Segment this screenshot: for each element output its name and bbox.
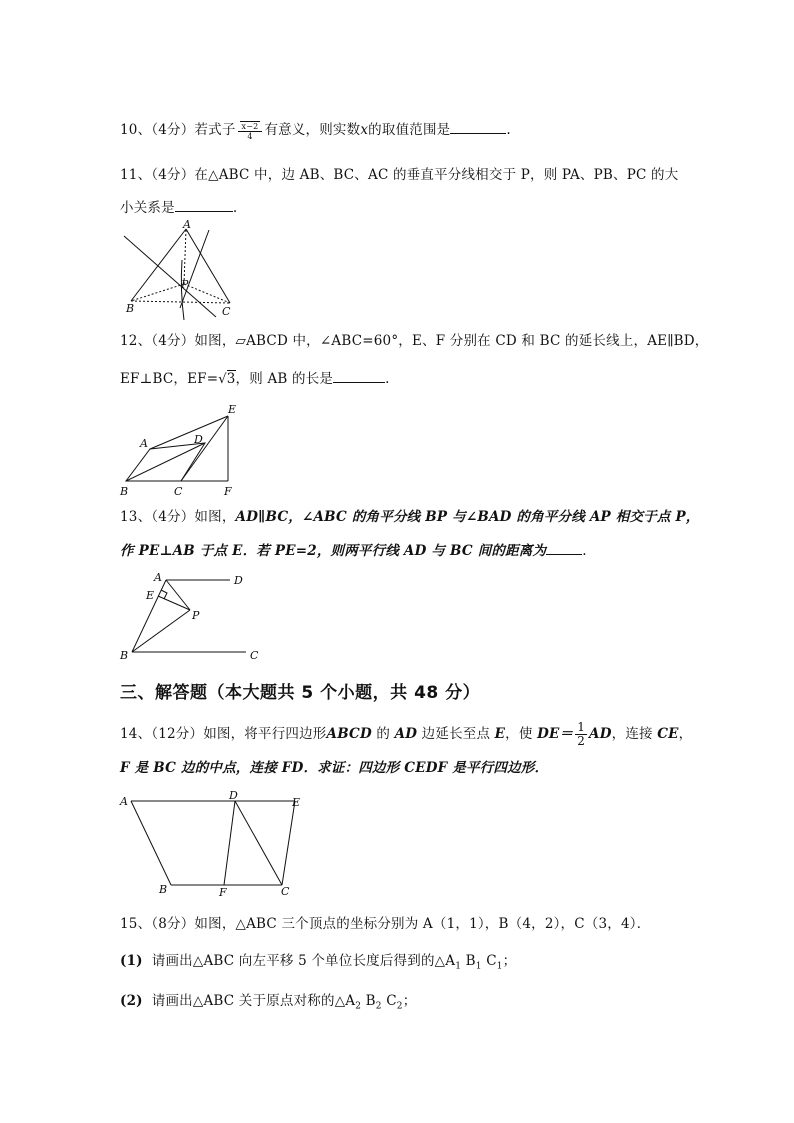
q11-side-ac	[186, 229, 230, 303]
q15-item1-sub3: 1	[496, 961, 503, 972]
q12-label-b: B	[120, 485, 129, 498]
q13-label-b: B	[120, 649, 129, 662]
q14-label-f: F	[219, 886, 227, 899]
q13-seg-bp	[132, 610, 190, 652]
q13-answer-blank[interactable]	[546, 540, 582, 555]
q15-item1-sub1: 1	[455, 961, 462, 972]
q13-label-p: P	[192, 609, 200, 622]
q13-text-line2: 作 PE⊥AB 于点 E．若 PE=2，则两平行线 AD 与 BC 间的距离为	[120, 543, 547, 559]
q11-label-c: C	[222, 305, 231, 318]
q14-fraction	[575, 721, 587, 748]
question-14-line1	[120, 721, 692, 748]
q13-label-c: C	[250, 649, 259, 662]
q13-end: .	[582, 543, 587, 559]
q14-t2: 的	[371, 726, 395, 742]
q15-item2-text: 请画出△ABC 关于原点对称的△A	[151, 993, 356, 1009]
q11-bisector-3	[180, 230, 209, 308]
q12-label-c: C	[174, 485, 183, 498]
q13-label-e: E	[146, 589, 155, 602]
q14-frac-num: 1	[577, 720, 586, 734]
q14-seg-df	[224, 801, 235, 885]
q10-text-post2: 的取值范围是	[368, 122, 451, 138]
q15-item2-b: B	[361, 993, 376, 1009]
q14-ad: AD	[394, 726, 418, 742]
q15-item2-sub2: 2	[375, 1001, 382, 1012]
q15-item2-c: C	[381, 993, 397, 1009]
question-15-item-2	[120, 992, 416, 1016]
question-13-line1	[120, 508, 700, 526]
q14-figure	[118, 788, 313, 898]
q13-text-line1: AD∥BC，∠ABC 的角平分线 BP 与∠BAD 的角平分线 AP 相交于点 P，	[235, 509, 700, 525]
q14-ce: CE	[657, 726, 679, 742]
q14-de: DE	[537, 726, 560, 742]
q14-label-e: E	[292, 796, 301, 809]
q12-answer-blank[interactable]	[333, 368, 385, 383]
q11-side-ab	[131, 229, 186, 301]
q11-answer-blank[interactable]	[175, 197, 233, 212]
q13-label-d: D	[234, 574, 243, 587]
q14-seg-ec	[282, 801, 295, 885]
q14-frac-den: 2	[577, 734, 586, 748]
q15-item1-c: C	[481, 953, 497, 969]
question-10	[120, 119, 511, 141]
q14-t9: ，连接	[611, 726, 658, 742]
q14-e: E	[494, 726, 506, 742]
q11-label-b: B	[126, 302, 135, 315]
q15-item1-text: 请画出△ABC 向左平移 5 个单位长度后得到的△A	[151, 953, 456, 969]
q15-item1-end: ；	[502, 953, 517, 969]
q14-number: 14、（12分）如图，将平行四边形	[120, 726, 327, 742]
question-11-line1: 11、（4分）在△ABC 中，边 AB、BC、AC 的垂直平分线相交于 P，则 PA、PB、PC 的大	[120, 167, 679, 183]
q10-answer-blank[interactable]	[450, 119, 506, 134]
q14-label-a: A	[120, 795, 128, 808]
q13-number: 13、（4分）如图，	[120, 509, 236, 525]
q11-seg-pb	[131, 284, 184, 301]
q15-item2-number: (2)	[120, 993, 143, 1009]
q11-text: 小关系是	[120, 200, 175, 216]
q11-seg-pa	[184, 229, 186, 284]
q13-figure	[118, 568, 268, 663]
q11-figure	[118, 220, 243, 320]
q15-item2-sub3: 2	[396, 1001, 403, 1012]
q11-end: .	[232, 200, 238, 216]
q11-seg-bc	[131, 301, 230, 303]
q10-frac-num: x−2	[241, 121, 259, 131]
q12-text-pre: EF⊥BC，EF=	[120, 371, 219, 387]
q15-item1-sub2: 1	[475, 961, 482, 972]
q14-abcd: ABCD	[326, 726, 372, 742]
q10-text-post: 有意义，则实数	[264, 122, 361, 138]
q12-figure	[118, 400, 248, 500]
q12-label-e: E	[228, 403, 237, 416]
question-15-line1: 15、（8分）如图，△ABC 三个顶点的坐标分别为 A（1，1），B（4，2），C（3，4）．	[120, 916, 651, 932]
q14-t11: ，	[678, 726, 693, 742]
q11-seg-pc	[184, 284, 230, 303]
q14-label-c: C	[281, 885, 290, 898]
q13-seg-pe	[158, 596, 190, 610]
q14-t6: ，使	[505, 726, 538, 742]
question-12-line1: 12、（4分）如图，▱ABCD 中，∠ABC=60°，E、F 分别在 CD 和 BC 的延长线上，AE∥BD，	[120, 333, 709, 349]
q10-text-pre: 若式子	[194, 122, 236, 138]
q11-label-a: A	[183, 218, 191, 231]
q10-end: .	[506, 122, 511, 138]
q12-text-post: ，则 AB 的长是	[235, 371, 334, 387]
q10-frac-den: 4	[247, 131, 253, 141]
q10-fraction	[238, 121, 263, 141]
q14-seg-dc	[235, 801, 282, 885]
question-14-line2: F 是 BC 边的中点，连接 FD．求证：四边形 CEDF 是平行四边形．	[120, 760, 549, 776]
q13-seg-ap	[166, 580, 190, 610]
q14-t4: 边延长至点	[417, 726, 495, 742]
q12-label-a: A	[140, 437, 148, 450]
question-11-line2	[120, 197, 237, 217]
question-12-line2: EF⊥BC，EF=√3，则 AB 的长是 .	[120, 368, 390, 389]
q14-seg-ab	[131, 801, 171, 885]
q12-end: .	[385, 371, 390, 387]
q14-ad2: AD	[589, 726, 612, 742]
q15-item2-end: ；	[402, 993, 417, 1009]
q14-label-d: D	[229, 789, 238, 802]
q14-eq: ＝	[559, 726, 574, 742]
question-13-line2	[120, 540, 587, 560]
q10-var: x	[360, 122, 369, 138]
q15-item1-b: B	[461, 953, 476, 969]
q10-number: 10、（4分）	[120, 122, 195, 138]
q12-label-d: D	[194, 433, 203, 446]
section-3-heading: 三、解答题（本大题共 5 个小题，共 48 分）	[120, 683, 481, 703]
q13-label-a: A	[154, 571, 162, 584]
question-15-item-1	[120, 952, 516, 976]
q11-label-p: P	[181, 278, 189, 291]
q14-label-b: B	[159, 883, 168, 896]
q15-item1-number: (1)	[120, 953, 143, 969]
q15-item2-sub1: 2	[355, 1001, 362, 1012]
q12-label-f: F	[224, 485, 232, 498]
q12-sqrt-value: 3	[226, 371, 236, 387]
